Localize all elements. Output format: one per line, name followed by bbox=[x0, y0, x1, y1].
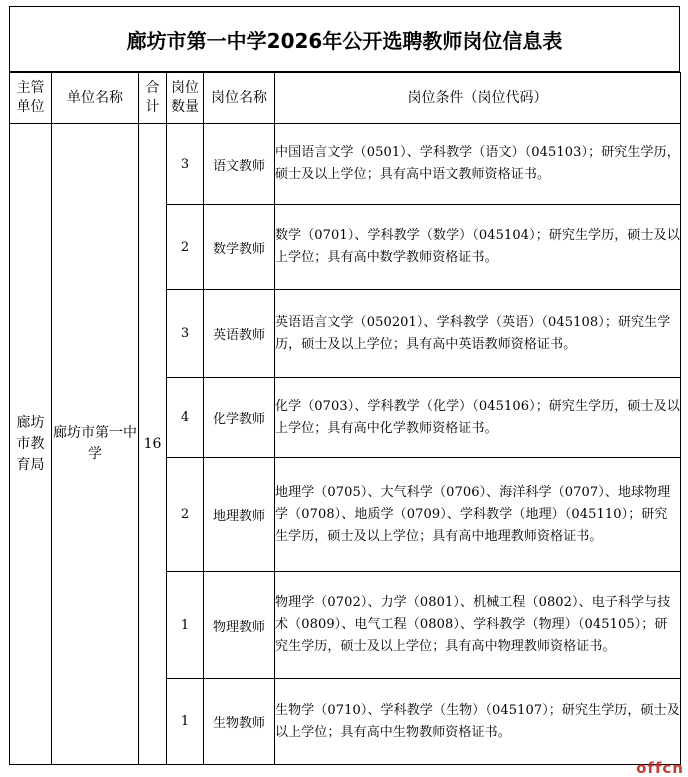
count-cell: 2 bbox=[167, 205, 204, 290]
conditions-cell: 中国语言文学（0501）、学科教学（语文）（045103）；研究生学历，硕士及以上学位；具有高中语文教师资格证书。 bbox=[275, 124, 681, 205]
dept-cell: 廊坊市教育局 bbox=[10, 124, 52, 765]
position-cell: 数学教师 bbox=[204, 205, 275, 290]
total-cell: 16 bbox=[139, 124, 167, 765]
conditions-cell: 化学（0703）、学科教学（化学）（045106）；研究生学历，硕士及以上学位；具有高中化学教师资格证书。 bbox=[275, 378, 681, 458]
conditions-cell: 物理学（0702）、力学（0801）、机械工程（0802）、电子科学与技术（0809）、电气工程（0808）、学科教学（物理）（045105）；研究生学历，硕士及以上学位；具有高中物理教师资格证书。 bbox=[275, 572, 681, 679]
unit-cell: 廊坊市第一中学 bbox=[52, 124, 139, 765]
conditions-cell: 生物学（0710）、学科教学（生物）（045107）；研究生学历，硕士及以上学位；具有高中生物教师资格证书。 bbox=[275, 679, 681, 765]
position-cell: 地理教师 bbox=[204, 458, 275, 572]
position-cell: 化学教师 bbox=[204, 378, 275, 458]
positions-table bbox=[9, 72, 681, 765]
position-cell: 生物教师 bbox=[204, 679, 275, 765]
header-position: 岗位名称 bbox=[204, 73, 275, 124]
header-total: 合计 bbox=[139, 73, 167, 124]
table-title: 廊坊市第一中学2026年公开选聘教师岗位信息表 bbox=[9, 6, 680, 72]
header-unit: 单位名称 bbox=[52, 73, 139, 124]
position-cell: 英语教师 bbox=[204, 290, 275, 378]
count-cell: 3 bbox=[167, 290, 204, 378]
header-count: 岗位数量 bbox=[167, 73, 204, 124]
position-cell: 语文教师 bbox=[204, 124, 275, 205]
header-row bbox=[10, 73, 681, 124]
position-cell: 物理教师 bbox=[204, 572, 275, 679]
conditions-cell: 英语语言文学（050201）、学科教学（英语）（045108）；研究生学历，硕士及以上学位；具有高中英语教师资格证书。 bbox=[275, 290, 681, 378]
header-conditions: 岗位条件（岗位代码） bbox=[275, 73, 681, 124]
count-cell: 1 bbox=[167, 679, 204, 765]
count-cell: 1 bbox=[167, 572, 204, 679]
table-row bbox=[10, 124, 681, 205]
conditions-cell: 地理学（0705）、大气科学（0706）、海洋科学（0707）、地球物理学（0708）、地质学（0709）、学科教学（地理）（045110）；研究生学历，硕士及以上学位；具有高中地理教师资格证书。 bbox=[275, 458, 681, 572]
header-dept: 主管单位 bbox=[10, 73, 52, 124]
count-cell: 4 bbox=[167, 378, 204, 458]
watermark: offcn bbox=[636, 759, 684, 777]
conditions-cell: 数学（0701）、学科教学（数学）（045104）；研究生学历，硕士及以上学位；具有高中数学教师资格证书。 bbox=[275, 205, 681, 290]
count-cell: 2 bbox=[167, 458, 204, 572]
count-cell: 3 bbox=[167, 124, 204, 205]
